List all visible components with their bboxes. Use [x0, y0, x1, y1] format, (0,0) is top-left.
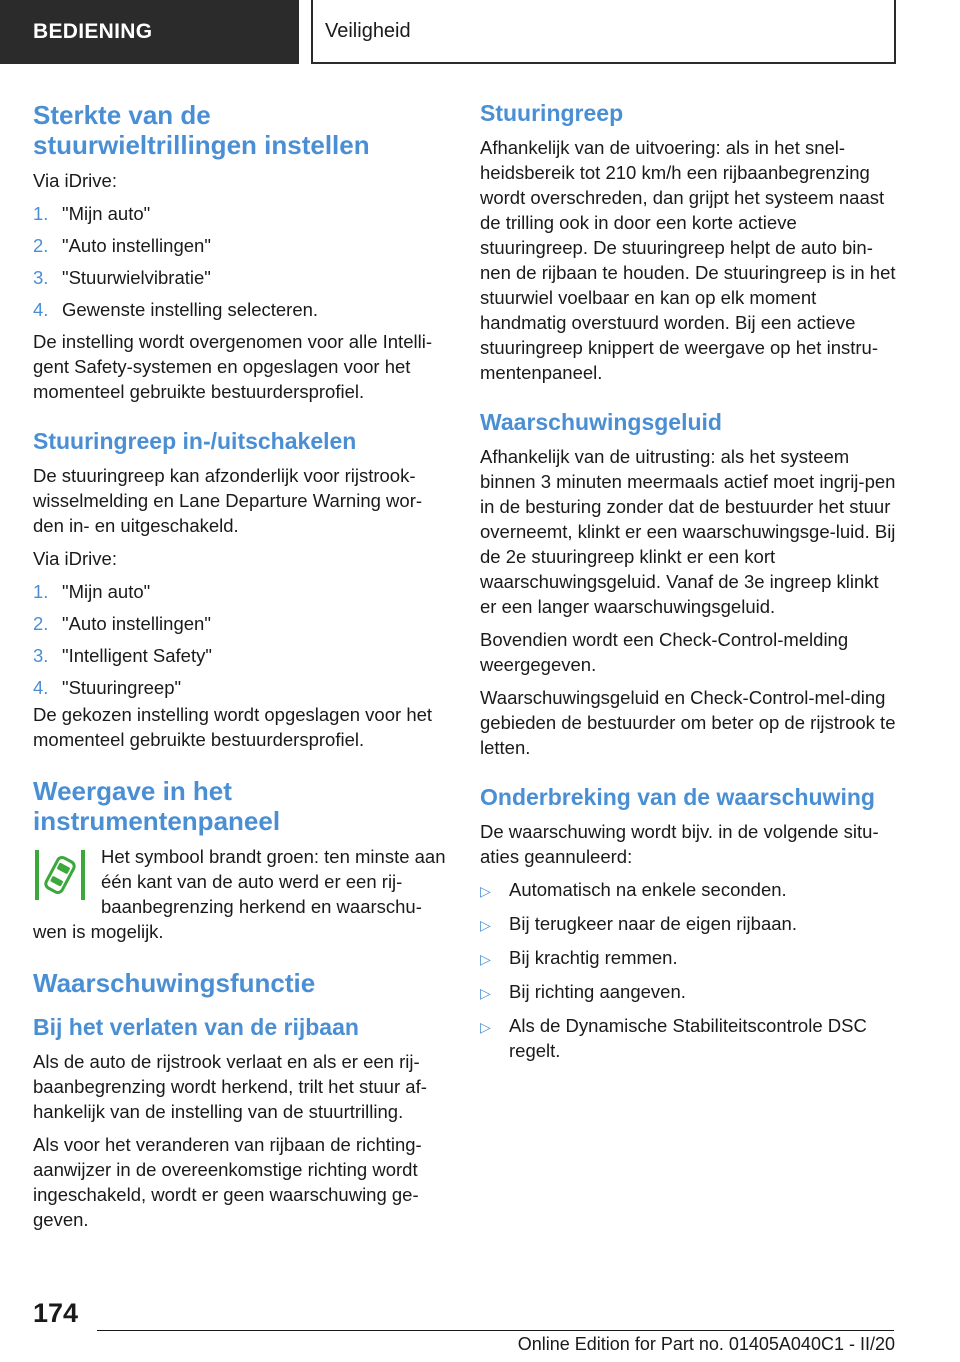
list-item: 3. "Intelligent Safety" [33, 645, 212, 666]
heading-waarschuwingsfunctie: Waarschuwingsfunctie [33, 968, 316, 998]
bullet-icon: ▷ [480, 883, 491, 899]
right-column [480, 100, 898, 1070]
heading-verlaten-rijbaan: Bij het verlaten van de rijbaan [33, 1014, 359, 1040]
steps-list-1 [33, 201, 447, 322]
heading-stuuringreep-schakelen: Stuuringreep in-/uitschakelen [33, 428, 357, 454]
list-item: 1. "Mijn auto" [33, 203, 151, 224]
paragraph: Als voor het veranderen van rijbaan de richting‐aanwijzer in de overeenkomstige richting wordt ingeschakeld, wordt er geen waarschuwing ge‐geven. [33, 1134, 422, 1230]
lane-departure-indicator-icon [33, 848, 87, 902]
list-item: ▷ Als de Dynamische Stabiliteitscontrole DSC regelt. [480, 1015, 867, 1061]
left-column [33, 100, 447, 1232]
footer-divider [97, 1330, 894, 1331]
list-item: 2. "Auto instellingen" [33, 613, 211, 634]
heading-waarschuwingsgeluid: Waarschuwingsgeluid [480, 409, 722, 435]
paragraph: Afhankelijk van de uitvoering: als in het snel‐heidsbereik tot 210 km/h een rijbaanbegrenzing wordt overschreden, dan grijpt het systeem naast de trilling ook in door een korte actieve stuuringreep. De stuuringreep helpt de auto bin‐nen de rijbaan te houden. De stuuringreep is in het stuurwiel voelbaar en kan op elk moment handmatig overstuurd worden. Bij een actieve stuuringreep knippert de weergave op het instru‐mentenpaneel. [480, 137, 896, 383]
paragraph: De waarschuwing wordt bijv. in de volgende situ‐aties geannuleerd: [480, 821, 879, 867]
list-item: ▷ Bij krachtig remmen. [480, 945, 898, 972]
heading-stuuringreep: Stuuringreep [480, 100, 624, 126]
paragraph: De instelling wordt overgenomen voor alle Intelli‐gent Safety-systemen en opgeslagen voor het momenteel gebruikte bestuurdersprofiel. [33, 331, 432, 402]
paragraph: Afhankelijk van de uitrusting: als het systeem binnen 3 minuten meermaals actief moet ingrij‐pen in de besturing zonder dat de bestuurder het stuur overneemt, klinkt er een waarschuwingsge‐luid. Bij de 2e stuuringreep klinkt er een kort waarschuwingsgeluid. Vanaf de 3e ingreep klinkt er een langer waarschuwingsgeluid. [480, 446, 896, 617]
list-item: 1. "Mijn auto" [33, 581, 151, 602]
heading-onderbreking: Onderbreking van de waarschuwing [480, 784, 875, 810]
list-item: ▷ Bij terugkeer naar de eigen rijbaan. [480, 911, 898, 938]
list-item: 4. "Stuuringreep" [33, 677, 182, 698]
list-item: 4. Gewenste instelling selecteren. [33, 299, 319, 320]
list-item: ▷ Automatisch na enkele seconden. [480, 877, 898, 904]
heading-stuurwieltrillingen: Sterkte van de stuurwieltrillingen instellen [33, 100, 370, 160]
indicator-block [33, 844, 447, 944]
bullet-list [480, 877, 898, 1063]
paragraph: Als de auto de rijstrook verlaat en als er een rij‐baanbegrenzing wordt herkend, trilt het stuur af‐hankelijk van de instelling van de stuurtrilling. [33, 1051, 427, 1122]
via-idrive-label: Via iDrive: [33, 170, 117, 191]
steps-list-2 [33, 579, 447, 700]
list-item: ▷ Bij richting aangeven. [480, 979, 898, 1006]
paragraph: Het symbool brandt groen: ten minste aan één kant van de auto werd er een rij‐baanbegrenzing herkend en waarschu‐wen is mogelijk. [33, 846, 446, 942]
footer-edition: Online Edition for Part no. 01405A040C1 - II/20 [517, 1334, 895, 1354]
paragraph: De gekozen instelling wordt opgeslagen voor het momenteel gebruikte bestuurdersprofiel. [33, 704, 433, 750]
bullet-icon: ▷ [480, 951, 491, 967]
paragraph: De stuuringreep kan afzonderlijk voor rijstrook‐wisselmelding en Lane Departure Warning wor‐den in- en uitgeschakeld. [33, 465, 423, 536]
chapter-tab: Veiligheid [311, 0, 896, 64]
heading-weergave: Weergave in het instrumentenpaneel [33, 776, 281, 836]
paragraph: Bovendien wordt een Check-Control-melding weergegeven. [480, 629, 849, 675]
list-item: 2. "Auto instellingen" [33, 235, 211, 256]
bullet-icon: ▷ [480, 985, 491, 1001]
list-item: 3. "Stuurwielvibratie" [33, 267, 211, 288]
bullet-icon: ▷ [480, 917, 491, 933]
bullet-icon: ▷ [480, 1019, 491, 1035]
page-number: 174 [33, 1298, 79, 1328]
paragraph: Waarschuwingsgeluid en Check-Control-mel‐ding gebieden de bestuurder om beter op de rijstrook te letten. [480, 687, 896, 758]
section-tab: BEDIENING [0, 0, 299, 64]
via-idrive-label: Via iDrive: [33, 548, 117, 569]
